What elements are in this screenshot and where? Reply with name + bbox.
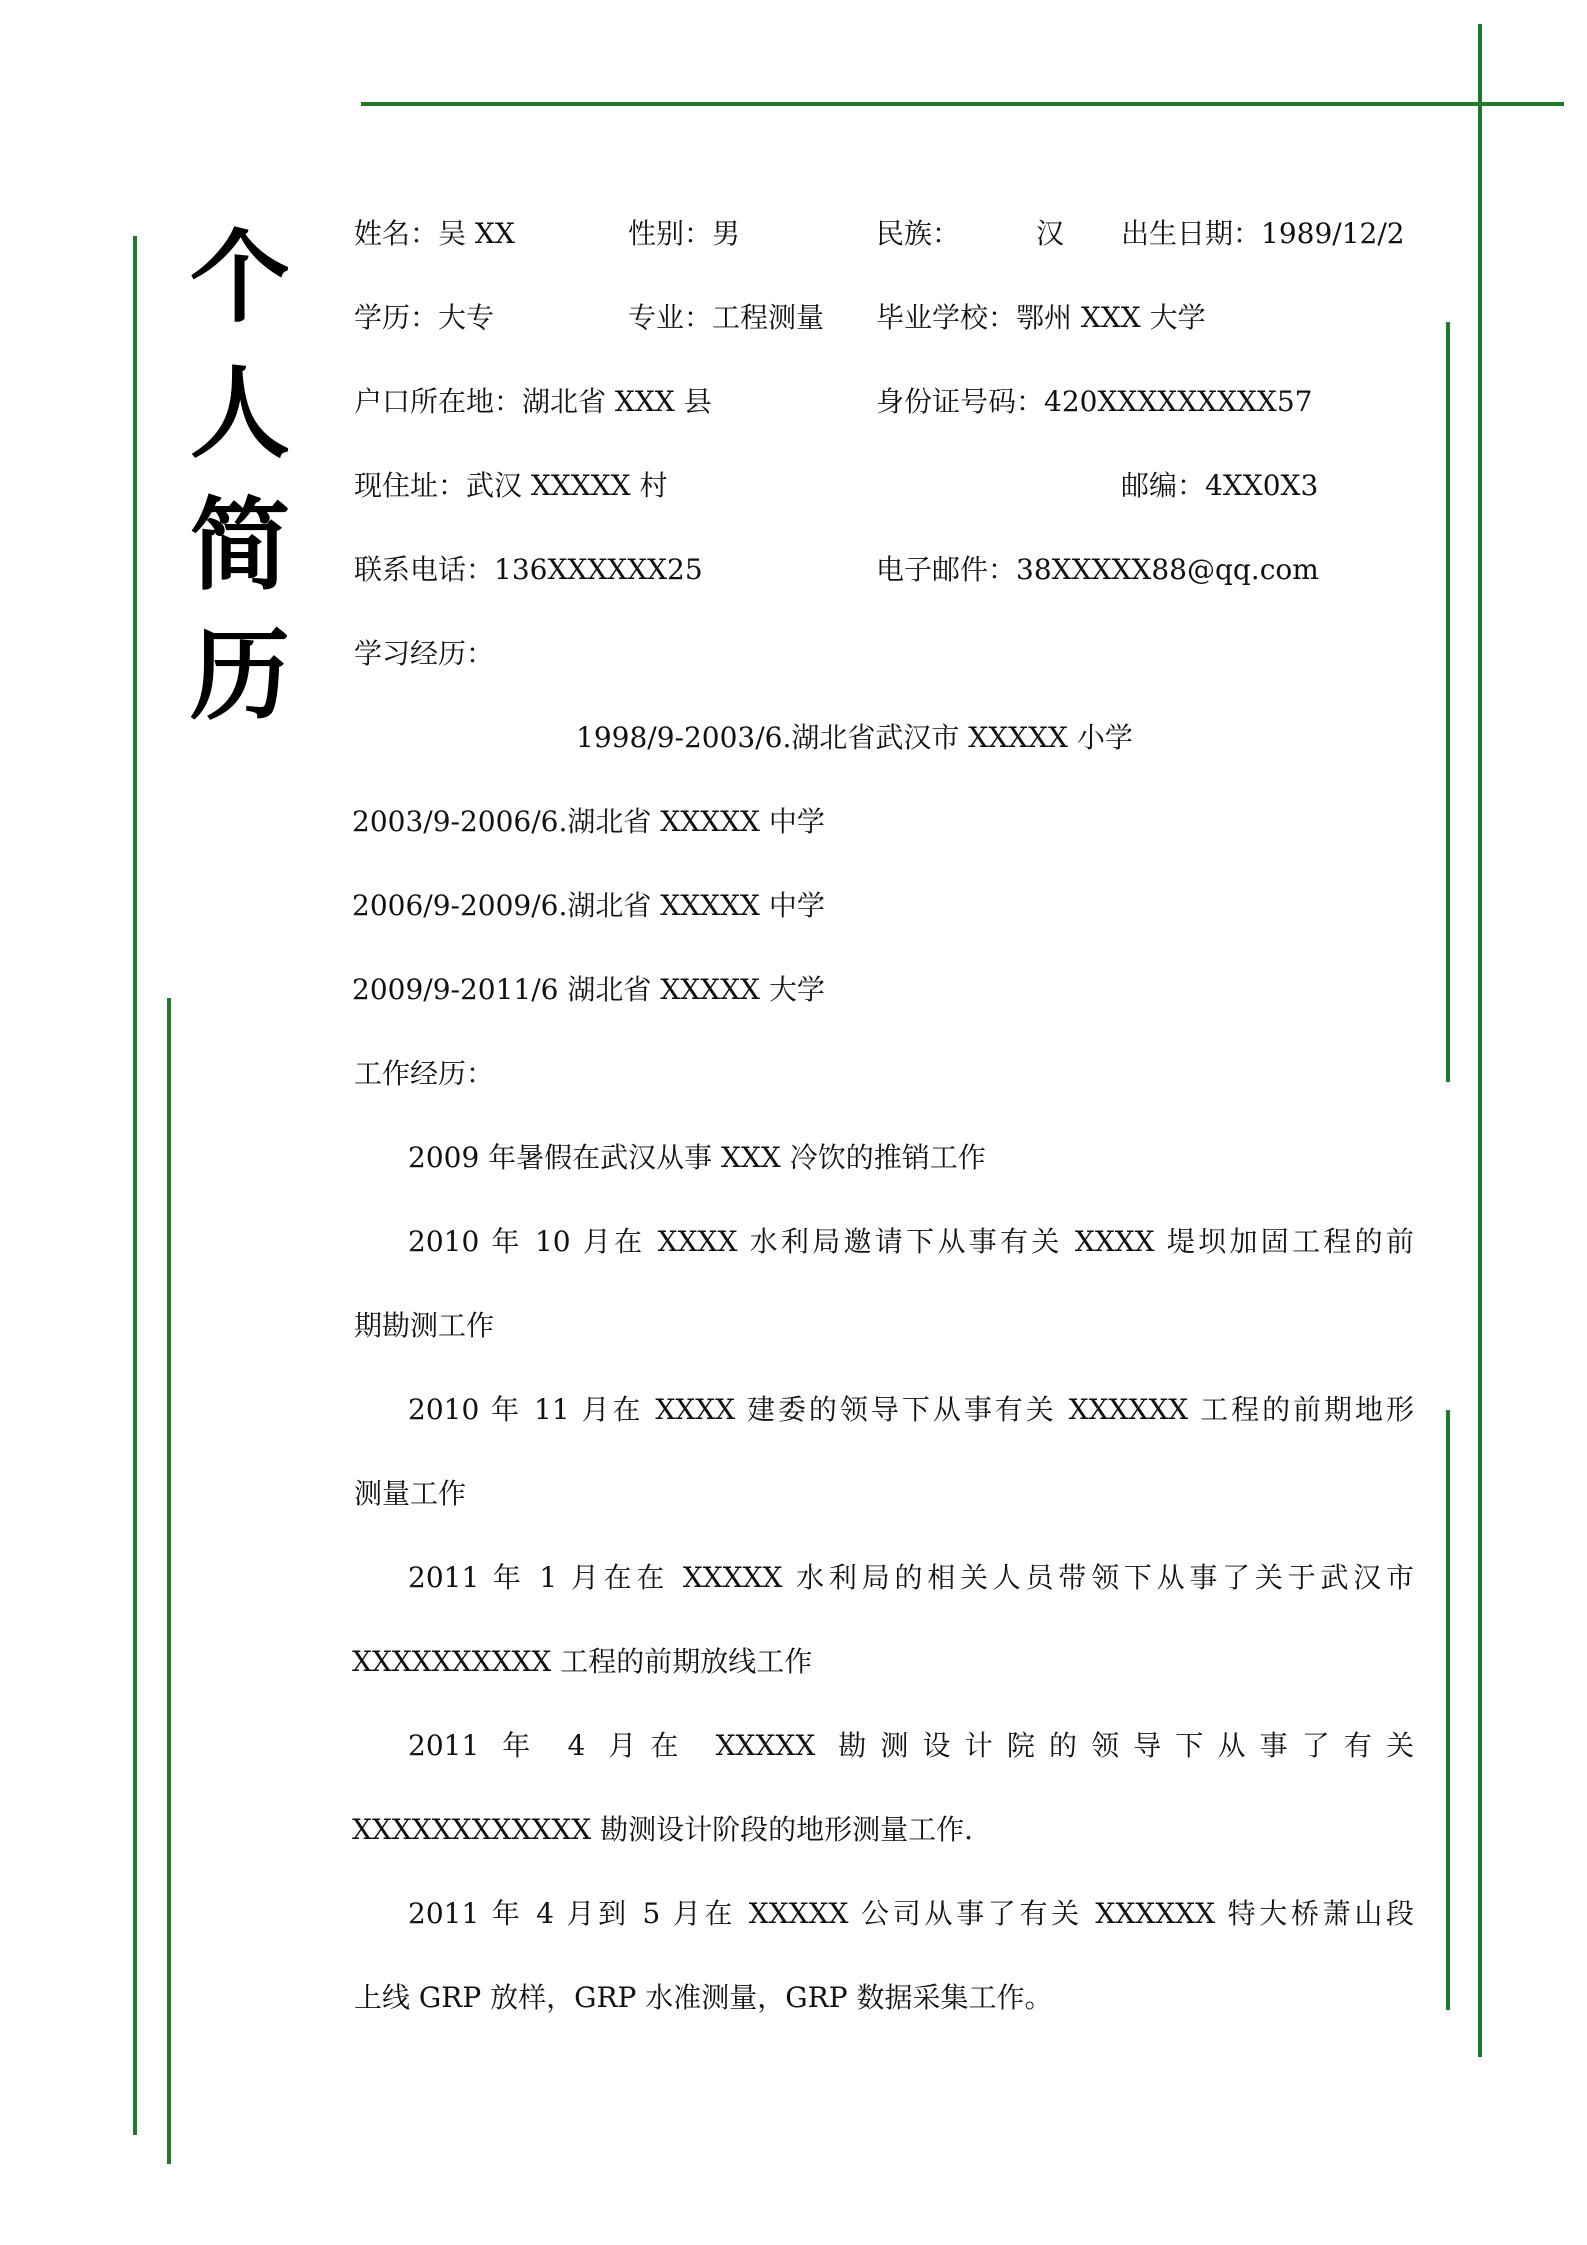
work-line-8: 2011 年 4 月在 XXXXX 勘测设计院的领导下从事了有关: [408, 1729, 1414, 1762]
work-line-5: 测量工作: [354, 1477, 467, 1510]
work-line-11: 上线 GRP 放样，GRP 水准测量，GRP 数据采集工作。: [354, 1981, 1053, 2014]
title-char-4: 历: [190, 616, 290, 734]
gender-field: [628, 214, 740, 254]
gender-value: 男: [712, 217, 741, 250]
major-value: 工程测量: [712, 301, 825, 334]
ethnicity-value: 汉: [1036, 217, 1065, 250]
name-value: 吴 XX: [438, 217, 515, 250]
postcode-field: [1121, 466, 1318, 506]
work-line-1: 2009 年暑假在武汉从事 XXX 冷饮的推销工作: [408, 1141, 986, 1174]
education-field: [354, 298, 494, 338]
major-field: [628, 298, 824, 338]
left-vertical-rule-outer: [133, 236, 137, 2135]
education-label: 学历：: [354, 301, 439, 334]
left-vertical-rule-inner: [167, 998, 171, 2164]
phone-label: 联系电话：: [354, 553, 495, 586]
work-line-10: 2011 年 4 月到 5 月在 XXXXX 公司从事了有关 XXXXXX 特大桥萧山段: [408, 1897, 1414, 1930]
work-line-2: 2010 年 10 月在 XXXX 水利局邀请下从事有关 XXXX 堤坝加固工程的前: [408, 1225, 1414, 1258]
top-horizontal-rule: [361, 102, 1564, 106]
ethnicity-label: 民族：: [876, 217, 961, 250]
phone-value: 136XXXXXX25: [494, 553, 703, 586]
address-value: 武汉 XXXXX 村: [466, 469, 668, 502]
work-line-6: 2011 年 1 月在在 XXXXX 水利局的相关人员带领下从事了关于武汉市: [408, 1561, 1414, 1594]
address-field: [354, 466, 668, 506]
work-line-7: XXXXXXXXXX 工程的前期放线工作: [352, 1645, 813, 1678]
hukou-label: 户口所在地：: [354, 385, 523, 418]
phone-field: [354, 550, 703, 590]
birth-label: 出生日期：: [1121, 217, 1262, 250]
study-item-4: 2009/9-2011/6 湖北省 XXXXX 大学: [352, 973, 825, 1006]
id-number-label: 身份证号码：: [876, 385, 1045, 418]
email-label: 电子邮件：: [876, 553, 1017, 586]
school-label: 毕业学校：: [876, 301, 1017, 334]
hukou-value: 湖北省 XXX 县: [522, 385, 712, 418]
postcode-value: 4XX0X3: [1205, 469, 1319, 502]
right-vertical-rule-upper: [1446, 322, 1450, 1082]
birth-value: 1989/12/2: [1261, 217, 1405, 250]
work-line-4: 2010 年 11 月在 XXXX 建委的领导下从事有关 XXXXXX 工程的前期地形: [408, 1393, 1414, 1426]
school-value: 鄂州 XXX 大学: [1016, 301, 1206, 334]
right-vertical-rule-outer: [1478, 24, 1482, 2057]
email-value: 38XXXXX88@qq.com: [1016, 553, 1319, 586]
work-heading: 工作经历：: [354, 1057, 495, 1090]
study-heading: 学习经历：: [354, 637, 495, 670]
gender-label: 性别：: [628, 217, 713, 250]
study-item-2: 2003/9-2006/6.湖北省 XXXXX 中学: [352, 805, 825, 838]
study-item-1: 1998/9-2003/6.湖北省武汉市 XXXXX 小学: [576, 721, 1133, 754]
education-value: 大专: [438, 301, 495, 334]
birth-field: [1121, 214, 1405, 254]
postcode-label: 邮编：: [1121, 469, 1206, 502]
email-field: [876, 550, 1319, 590]
study-item-3: 2006/9-2009/6.湖北省 XXXXX 中学: [352, 889, 825, 922]
name-label: 姓名：: [354, 217, 439, 250]
address-label: 现住址：: [354, 469, 467, 502]
id-number-field: [876, 382, 1313, 422]
work-line-9: XXXXXXXXXXXX 勘测设计阶段的地形测量工作.: [352, 1813, 974, 1846]
right-vertical-rule-lower: [1446, 1410, 1450, 2010]
hukou-field: [354, 382, 712, 422]
title-char-1: 个: [190, 218, 290, 336]
school-field: [876, 298, 1206, 338]
work-line-3: 期勘测工作: [354, 1309, 495, 1342]
id-number-value: 420XXXXXXXXX57: [1044, 385, 1313, 418]
title-char-2: 人: [190, 354, 290, 472]
name-field: [354, 214, 515, 254]
title-char-3: 简: [190, 486, 290, 604]
major-label: 专业：: [628, 301, 713, 334]
